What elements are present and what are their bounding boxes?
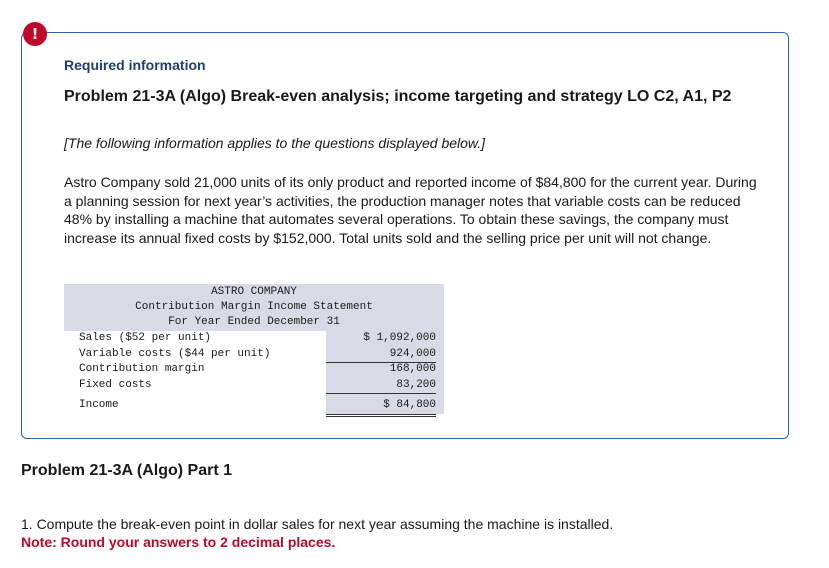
- row-value: 924,000: [326, 347, 436, 364]
- statement-period: For Year Ended December 31: [168, 316, 340, 328]
- row-value: $ 84,800: [326, 398, 436, 417]
- statement-row-sales: [64, 331, 444, 347]
- row-label: Contribution margin: [79, 363, 205, 375]
- row-label: Income: [79, 399, 119, 411]
- question-block: [21, 515, 613, 551]
- row-value: $ 1,092,000: [363, 332, 436, 344]
- required-information-heading: Required information: [64, 57, 206, 73]
- row-value: 83,200: [326, 378, 436, 395]
- income-statement: [64, 284, 444, 414]
- problem-title: Problem 21-3A (Algo) Break-even analysis; income targeting and strategy LO C2, A1, P2: [64, 88, 732, 105]
- row-label: Sales ($52 per unit): [79, 332, 212, 344]
- rounding-note: Note: Round your answers to 2 decimal places.: [21, 534, 336, 550]
- question-text: 1. Compute the break-even point in dollar sales for next year assuming the machine is installed.: [21, 516, 614, 532]
- statement-row-fixed-costs: [64, 378, 444, 394]
- statement-row-contribution-margin: [64, 362, 444, 378]
- row-label: Fixed costs: [79, 378, 152, 391]
- statement-company: ASTRO COMPANY: [211, 286, 297, 298]
- problem-description: Astro Company sold 21,000 units of its only product and reported income of $84,800 for the current year. During a planning session for next year’s activities, the production manager notes that variable costs can be reduced 48% by installing a machine that automates several operations. To obtain these savings, the company must increase its annual fixed costs by $152,000. Total units sold and the selling price per unit will not change.: [64, 174, 757, 246]
- statement-row-income: [64, 398, 444, 414]
- statement-row-variable-costs: [64, 347, 444, 363]
- row-value: 168,000: [389, 363, 436, 375]
- part-title: Problem 21-3A (Algo) Part 1: [21, 462, 233, 479]
- row-label: Variable costs ($44 per unit): [79, 347, 271, 360]
- statement-header: [64, 284, 444, 331]
- statement-title: Contribution Margin Income Statement: [135, 301, 373, 313]
- alert-icon: !: [23, 22, 47, 46]
- statement-body: [64, 331, 444, 414]
- applies-note: [The following information applies to the questions displayed below.]: [64, 135, 486, 151]
